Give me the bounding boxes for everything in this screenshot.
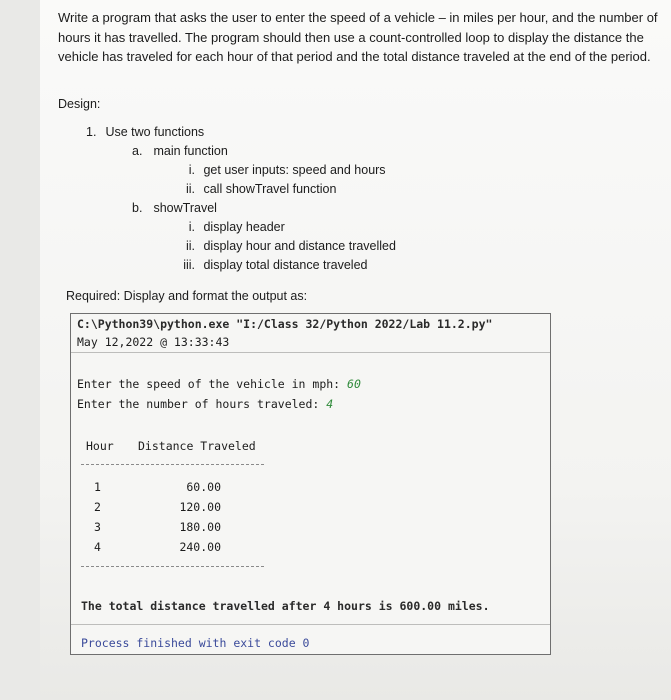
hours-prompt: Enter the number of hours traveled: bbox=[77, 397, 320, 411]
header-distance: Distance Traveled bbox=[138, 439, 256, 453]
speed-input-value: 60 bbox=[347, 377, 361, 391]
required-text: Required: Display and format the output as: bbox=[66, 289, 308, 303]
table-row-hour: 1 bbox=[94, 480, 101, 494]
table-row-hour: 2 bbox=[94, 500, 101, 514]
item-text: call showTravel function bbox=[203, 182, 337, 196]
console-command: C:\Python39\python.exe "I:/Class 32/Python 2022/Lab 11.2.py" bbox=[77, 317, 493, 331]
item-number: i. bbox=[188, 163, 195, 177]
header-dash-line bbox=[81, 464, 264, 465]
item-number: ii. bbox=[185, 239, 195, 253]
console-timestamp: May 12,2022 @ 13:33:43 bbox=[77, 335, 230, 349]
table-row-distance: 240.00 bbox=[179, 540, 221, 554]
item-number: b. bbox=[132, 201, 143, 215]
item-text: Use two functions bbox=[105, 125, 205, 139]
item-text: get user inputs: speed and hours bbox=[203, 163, 386, 177]
speed-prompt: Enter the speed of the vehicle in mph: bbox=[77, 377, 341, 391]
speed-prompt-line bbox=[77, 376, 361, 392]
design-item-1a-ii bbox=[177, 181, 336, 197]
design-item-1b-i bbox=[177, 219, 285, 235]
exit-code-line: Process finished with exit code 0 bbox=[81, 636, 310, 650]
hours-input-value: 4 bbox=[326, 397, 334, 411]
total-distance-line: The total distance travelled after 4 hours is 600.00 miles. bbox=[81, 599, 490, 613]
item-number: ii. bbox=[185, 182, 195, 196]
design-item-1b bbox=[132, 200, 217, 216]
item-text: main function bbox=[153, 144, 228, 158]
divider bbox=[71, 624, 550, 625]
table-row-hour: 3 bbox=[94, 520, 101, 534]
design-item-1b-ii bbox=[177, 238, 396, 254]
item-text: display total distance traveled bbox=[203, 258, 368, 272]
table-row-distance: 180.00 bbox=[179, 520, 221, 534]
design-item-1a bbox=[132, 143, 228, 159]
design-heading: Design: bbox=[58, 97, 101, 111]
item-number: i. bbox=[188, 220, 195, 234]
item-number: a. bbox=[132, 144, 143, 158]
console-output bbox=[70, 313, 551, 655]
item-number: iii. bbox=[183, 258, 195, 272]
hours-prompt-line bbox=[77, 396, 333, 412]
table-row-hour: 4 bbox=[94, 540, 101, 554]
document-page bbox=[40, 0, 671, 700]
item-text: display header bbox=[203, 220, 285, 234]
divider bbox=[71, 352, 550, 353]
design-item-1b-iii bbox=[177, 257, 367, 273]
item-number: 1. bbox=[86, 125, 97, 139]
footer-dash-line bbox=[81, 566, 264, 567]
design-item-1a-i bbox=[177, 162, 386, 178]
item-text: display hour and distance travelled bbox=[203, 239, 396, 253]
problem-statement: Write a program that asks the user to enter the speed of a vehicle – in miles per hour, and the number of hours it has travelled. The program should then use a count-controlled loop to display the distance the vehicle has traveled for each hour of that period and the total distance traveled at the end of the period. bbox=[58, 10, 658, 64]
header-hour: Hour bbox=[86, 439, 114, 453]
item-text: showTravel bbox=[153, 201, 217, 215]
design-item-1 bbox=[86, 124, 204, 140]
table-row-distance: 120.00 bbox=[179, 500, 221, 514]
table-row-distance: 60.00 bbox=[186, 480, 221, 494]
